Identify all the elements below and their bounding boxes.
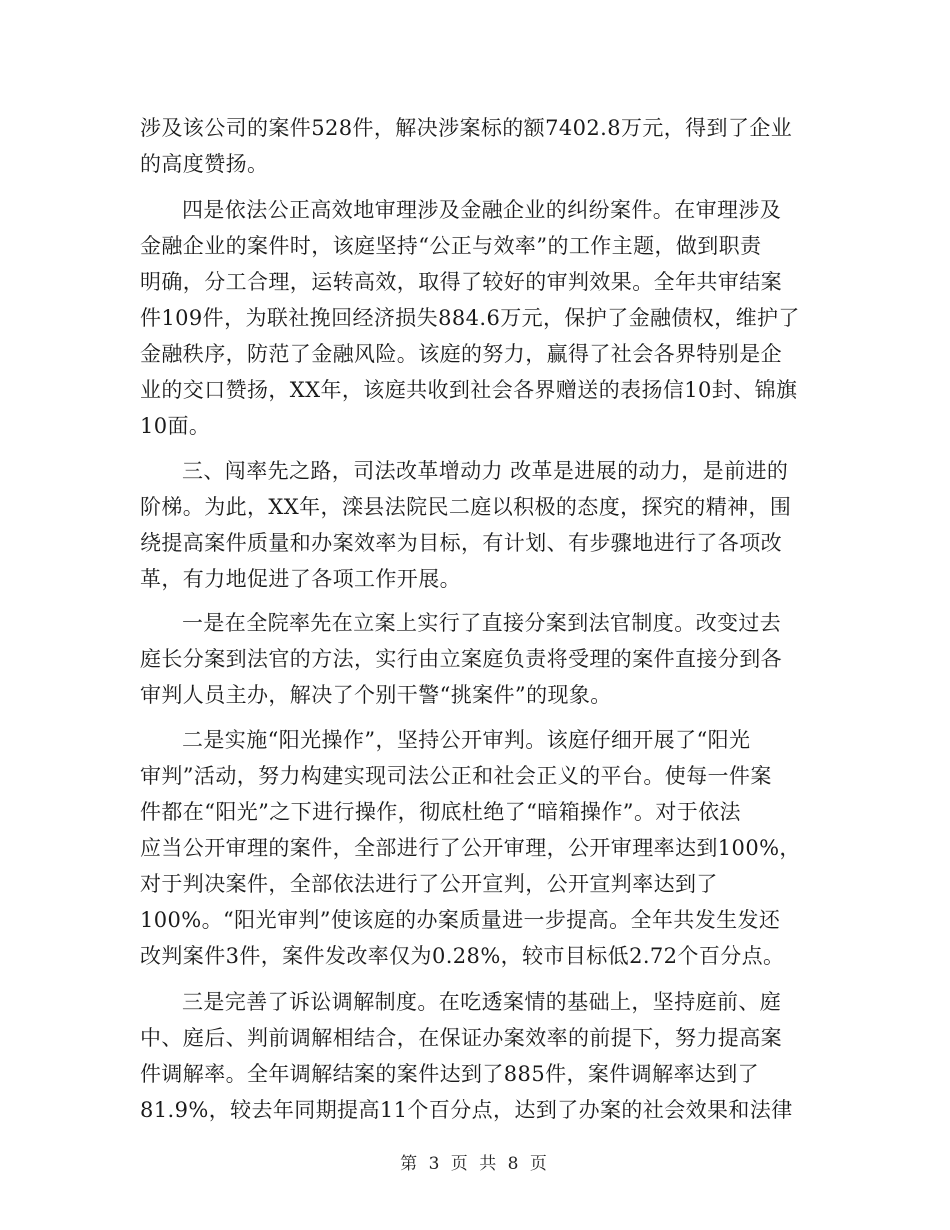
body-text-line: 81.9%，较去年同期提高11个百分点，达到了办案的社会效果和法律 [140,1098,793,1122]
page-number-footer: 第 3 页 共 8 页 [400,1154,550,1174]
body-text-line: 对于判决案件，全部依法进行了公开宣判，公开宣判率达到了 [140,872,718,896]
body-text-line: 庭长分案到法官的方法，实行由立案庭负责将受理的案件直接分到各 [140,647,782,671]
body-text-line: 审判”活动，努力构建实现司法公正和社会正义的平台。使每一件案 [140,764,772,788]
paragraph-first-line: 三、闯率先之路，司法改革增动力 改革是进展的动力，是前进的 [182,459,789,483]
body-text-line: 件调解率。全年调解结案的案件达到了885件，案件调解率达到了 [140,1062,760,1086]
body-text-line: 件109件，为联社挽回经济损失884.6万元，保护了金融债权，维护了 [140,306,800,330]
body-text-line: 100%。“阳光审判”使该庭的办案质量进一步提高。全年共发生发还 [140,908,781,932]
paragraph-first-line: 一是在全院率先在立案上实行了直接分案到法官制度。改变过去 [182,611,782,635]
body-text-line: 涉及该公司的案件528件，解决涉案标的额7402.8万元，得到了企业 [140,116,793,140]
body-text-line: 革，有力地促进了各项工作开展。 [140,567,461,591]
body-text-line: 件都在“阳光”之下进行操作，彻底杜绝了“暗箱操作”。对于依法 [140,800,741,824]
body-text-line: 明确，分工合理，运转高效，取得了较好的审判效果。全年共审结案 [140,270,782,294]
paragraph-first-line: 三是完善了诉讼调解制度。在吃透案情的基础上，坚持庭前、庭 [182,990,782,1014]
body-text-line: 改判案件3件，案件发改率仅为0.28%，较市目标低2.72个百分点。 [140,944,785,968]
body-text-line: 阶梯。为此，XX年，滦县法院民二庭以积极的态度，探究的精神，围 [140,495,792,519]
paragraph-first-line: 四是依法公正高效地审理涉及金融企业的纠纷案件。在审理涉及 [182,198,782,222]
paragraph-first-line: 二是实施“阳光操作”，坚持公开审判。该庭仔细开展了“阳光 [182,728,751,752]
body-text-line: 应当公开审理的案件，全部进行了公开审理，公开审理率达到100%， [140,836,801,860]
body-text-line: 业的交口赞扬，XX年，该庭共收到社会各界赠送的表扬信10封、锦旗 [140,378,798,402]
body-text-line: 绕提高案件质量和办案效率为目标，有计划、有步骤地进行了各项改 [140,531,782,555]
body-text-line: 金融企业的案件时，该庭坚持“公正与效率”的工作主题，做到职责 [140,234,762,258]
body-text-line: 金融秩序，防范了金融风险。该庭的努力，赢得了社会各界特别是企 [140,342,782,366]
body-text-line: 的高度赞扬。 [140,152,269,176]
body-text-line: 10面。 [140,414,211,438]
body-text-line: 审判人员主办，解决了个别干警“挑案件”的现象。 [140,683,612,707]
body-text-line: 中、庭后、判前调解相结合，在保证办案效率的前提下，努力提高案 [140,1026,782,1050]
